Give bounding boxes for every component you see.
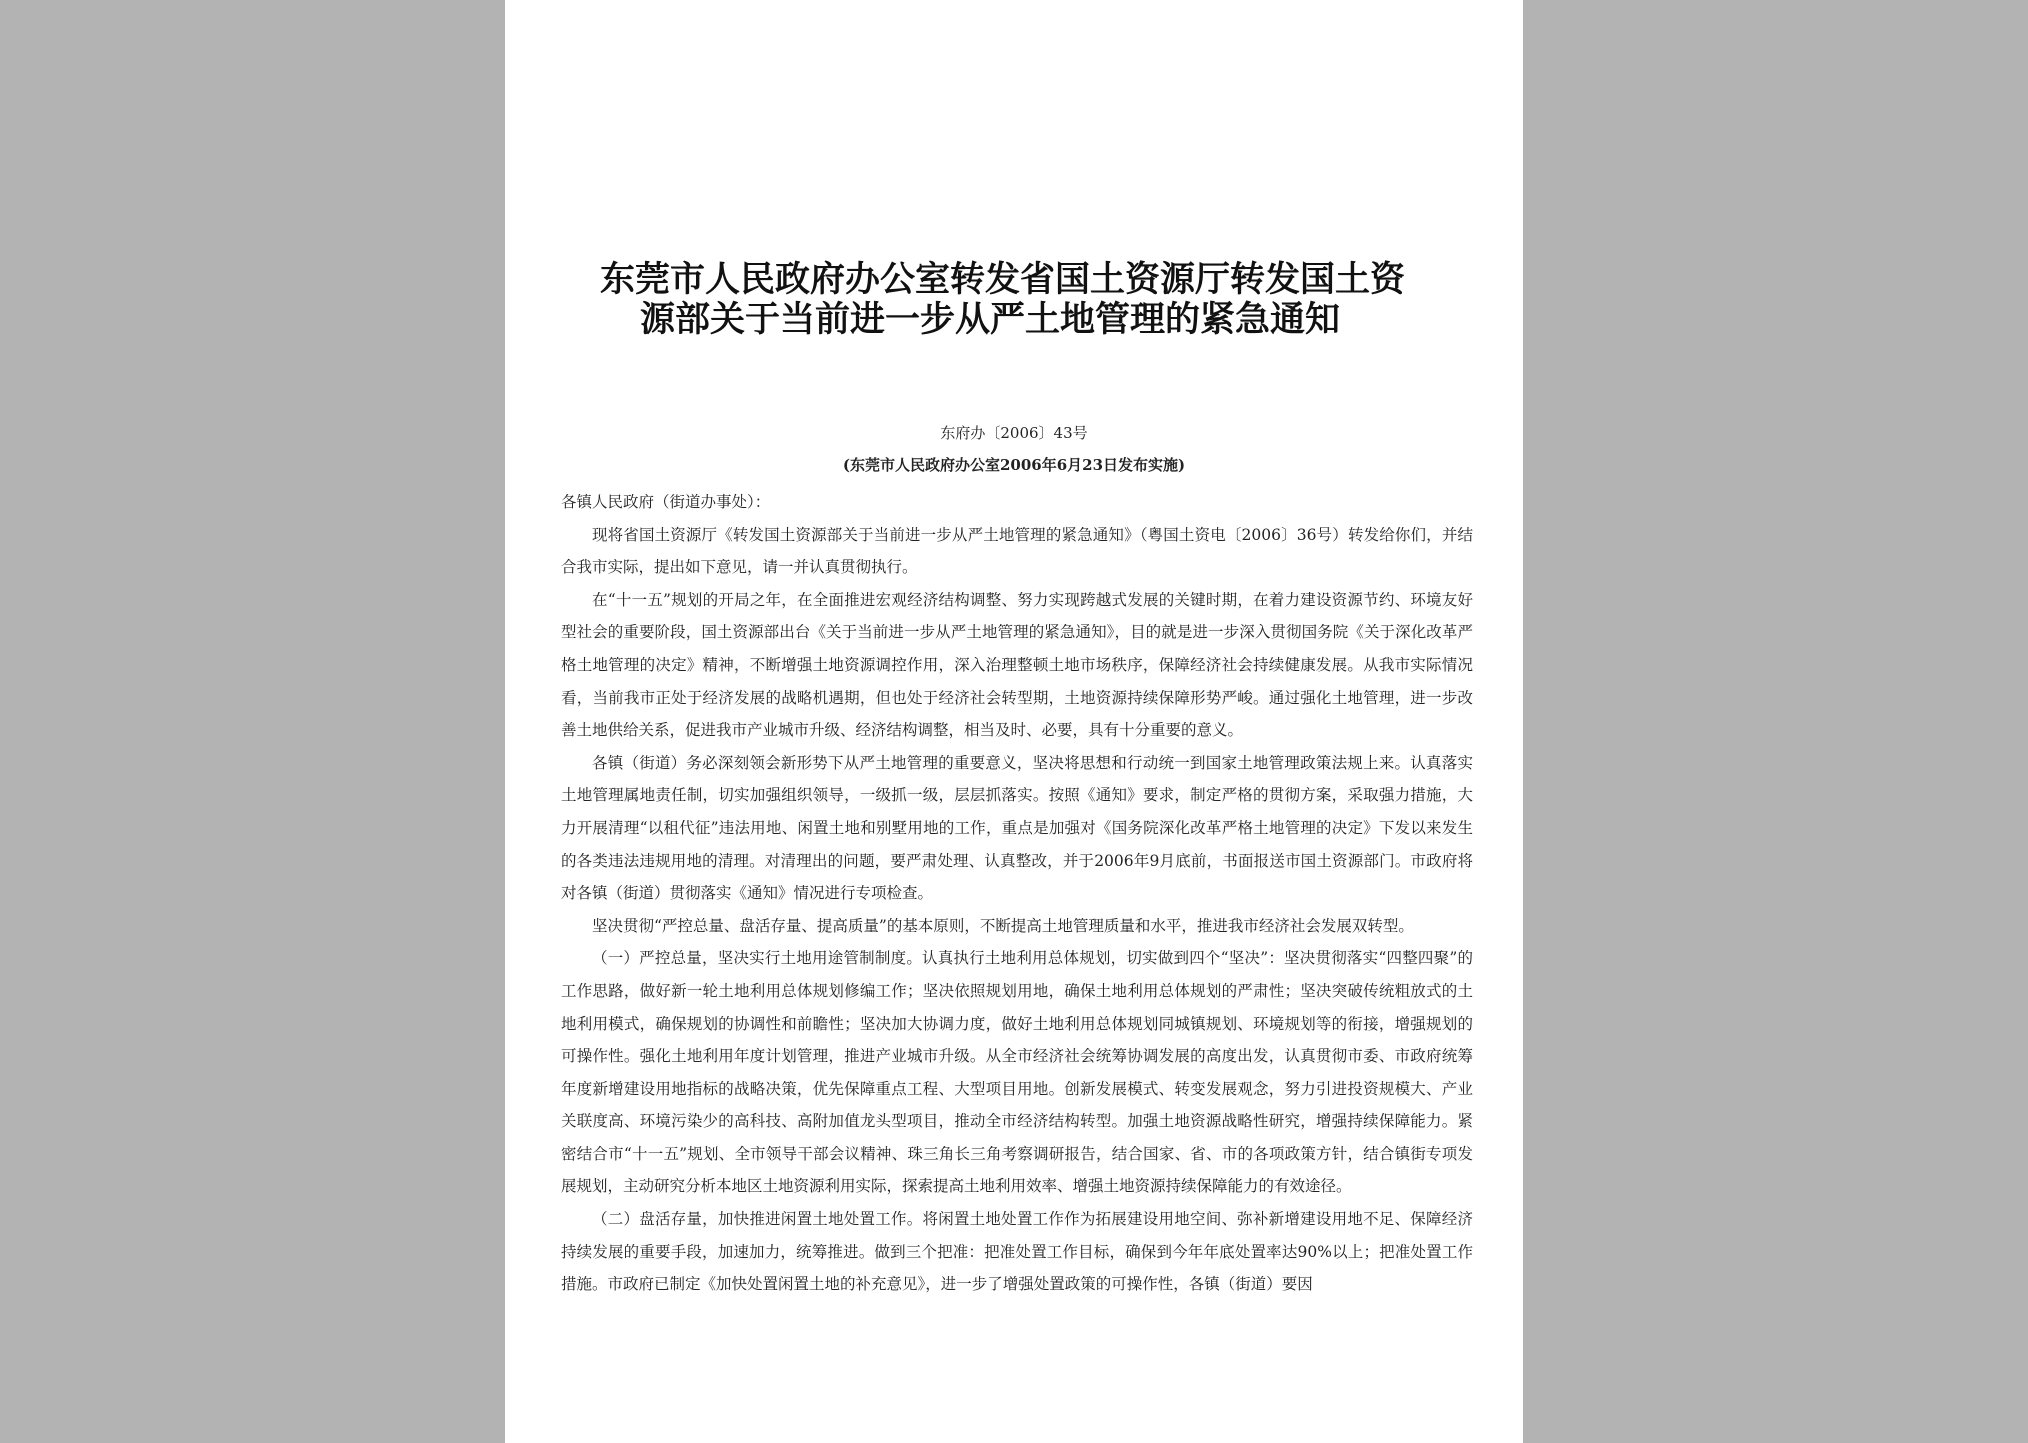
salutation: 各镇人民政府（街道办事处）：: [561, 493, 771, 511]
document-body: [561, 486, 1473, 1301]
issue-note: (东莞市人民政府办公室2006年6月23日发布实施): [842, 456, 1186, 474]
paragraph: 各镇（街道）务必深刻领会新形势下从严土地管理的重要意义，坚决将思想和行动统一到国家土地管理政策法规上来。认真落实土地管理属地责任制，切实加强组织领导，一级抓一级，层层抓落实。按照《通知》要求，制定严格的贯彻方案，采取强力措施，大力开展清理“以租代征”违法用地、闲置土地和别墅用地的工作，重点是加强对《国务院深化改革严格土地管理的决定》下发以来发生的各类违法违规用地的清理。对清理出的问题，要严肃处理、认真整改，并于2006年9月底前，书面报送市国土资源部门。市政府将对各镇（街道）贯彻落实《通知》情况进行专项检查。: [561, 753, 1473, 903]
paragraph: 坚决贯彻“严控总量、盘活存量、提高质量”的基本原则，不断提高土地管理质量和水平，推进我市经济社会发展双转型。: [592, 916, 1414, 935]
document-number: 东府办〔2006〕43号: [940, 424, 1088, 442]
paragraph: （二）盘活存量，加快推进闲置土地处置工作。将闲置土地处置工作作为拓展建设用地空间、弥补新增建设用地不足、保障经济持续发展的重要手段，加速加力，统筹推进。做到三个把准：把准处置工作目标，确保到今年年底处置率达90%以上；把准处置工作措施。市政府已制定《加快处置闲置土地的补充意见》，进一步了增强处置政策的可操作性，各镇（街道）要因: [561, 1210, 1473, 1294]
title-line-1: 东莞市人民政府办公室转发省国土资源厅转发国土资: [600, 260, 1406, 300]
paragraph: 在“十一五”规划的开局之年，在全面推进宏观经济结构调整、努力实现跨越式发展的关键时期，在着力建设资源节约、环境友好型社会的重要阶段，国土资源部出台《关于当前进一步从严土地管理的紧急通知》，目的就是进一步深入贯彻国务院《关于深化改革严格土地管理的决定》精神，不断增强土地资源调控作用，深入治理整顿土地市场秩序，保障经济社会持续健康发展。从我市实际情况看，当前我市正处于经济发展的战略机遇期，但也处于经济社会转型期，土地资源持续保障形势严峻。通过强化土地管理，进一步改善土地供给关系，促进我市产业城市升级、经济结构调整，相当及时、必要，具有十分重要的意义。: [561, 590, 1473, 740]
document-page: [505, 0, 1523, 1443]
document-title: [600, 260, 1460, 340]
title-line-2: 源部关于当前进一步从严土地管理的紧急通知: [640, 300, 1341, 340]
paragraph: （一）严控总量，坚决实行土地用途管制制度。认真执行土地利用总体规划，切实做到四个“坚决”：坚决贯彻落实“四整四聚”的工作思路，做好新一轮土地利用总体规划修编工作；坚决依照规划用地，确保土地利用总体规划的严肃性；坚决突破传统粗放式的土地利用模式，确保规划的协调性和前瞻性；坚决加大协调力度，做好土地利用总体规划同城镇规划、环境规划等的衔接，增强规划的可操作性。强化土地利用年度计划管理，推进产业城市升级。从全市经济社会统筹协调发展的高度出发，认真贯彻市委、市政府统筹年度新增建设用地指标的战略决策，优先保障重点工程、大型项目用地。创新发展模式、转变发展观念，努力引进投资规模大、产业关联度高、环境污染少的高科技、高附加值龙头型项目，推动全市经济结构转型。加强土地资源战略性研究，增强持续保障能力。紧密结合市“十一五”规划、全市领导干部会议精神、珠三角长三角考察调研报告，结合国家、省、市的各项政策方针，结合镇街专项发展规划，主动研究分析本地区土地资源利用实际，探索提高土地利用效率、增强土地资源持续保障能力的有效途径。: [561, 949, 1473, 1196]
paragraph: 现将省国土资源厅《转发国土资源部关于当前进一步从严土地管理的紧急通知》（粤国土资电〔2006〕36号）转发给你们，并结合我市实际，提出如下意见，请一并认真贯彻执行。: [561, 525, 1473, 577]
